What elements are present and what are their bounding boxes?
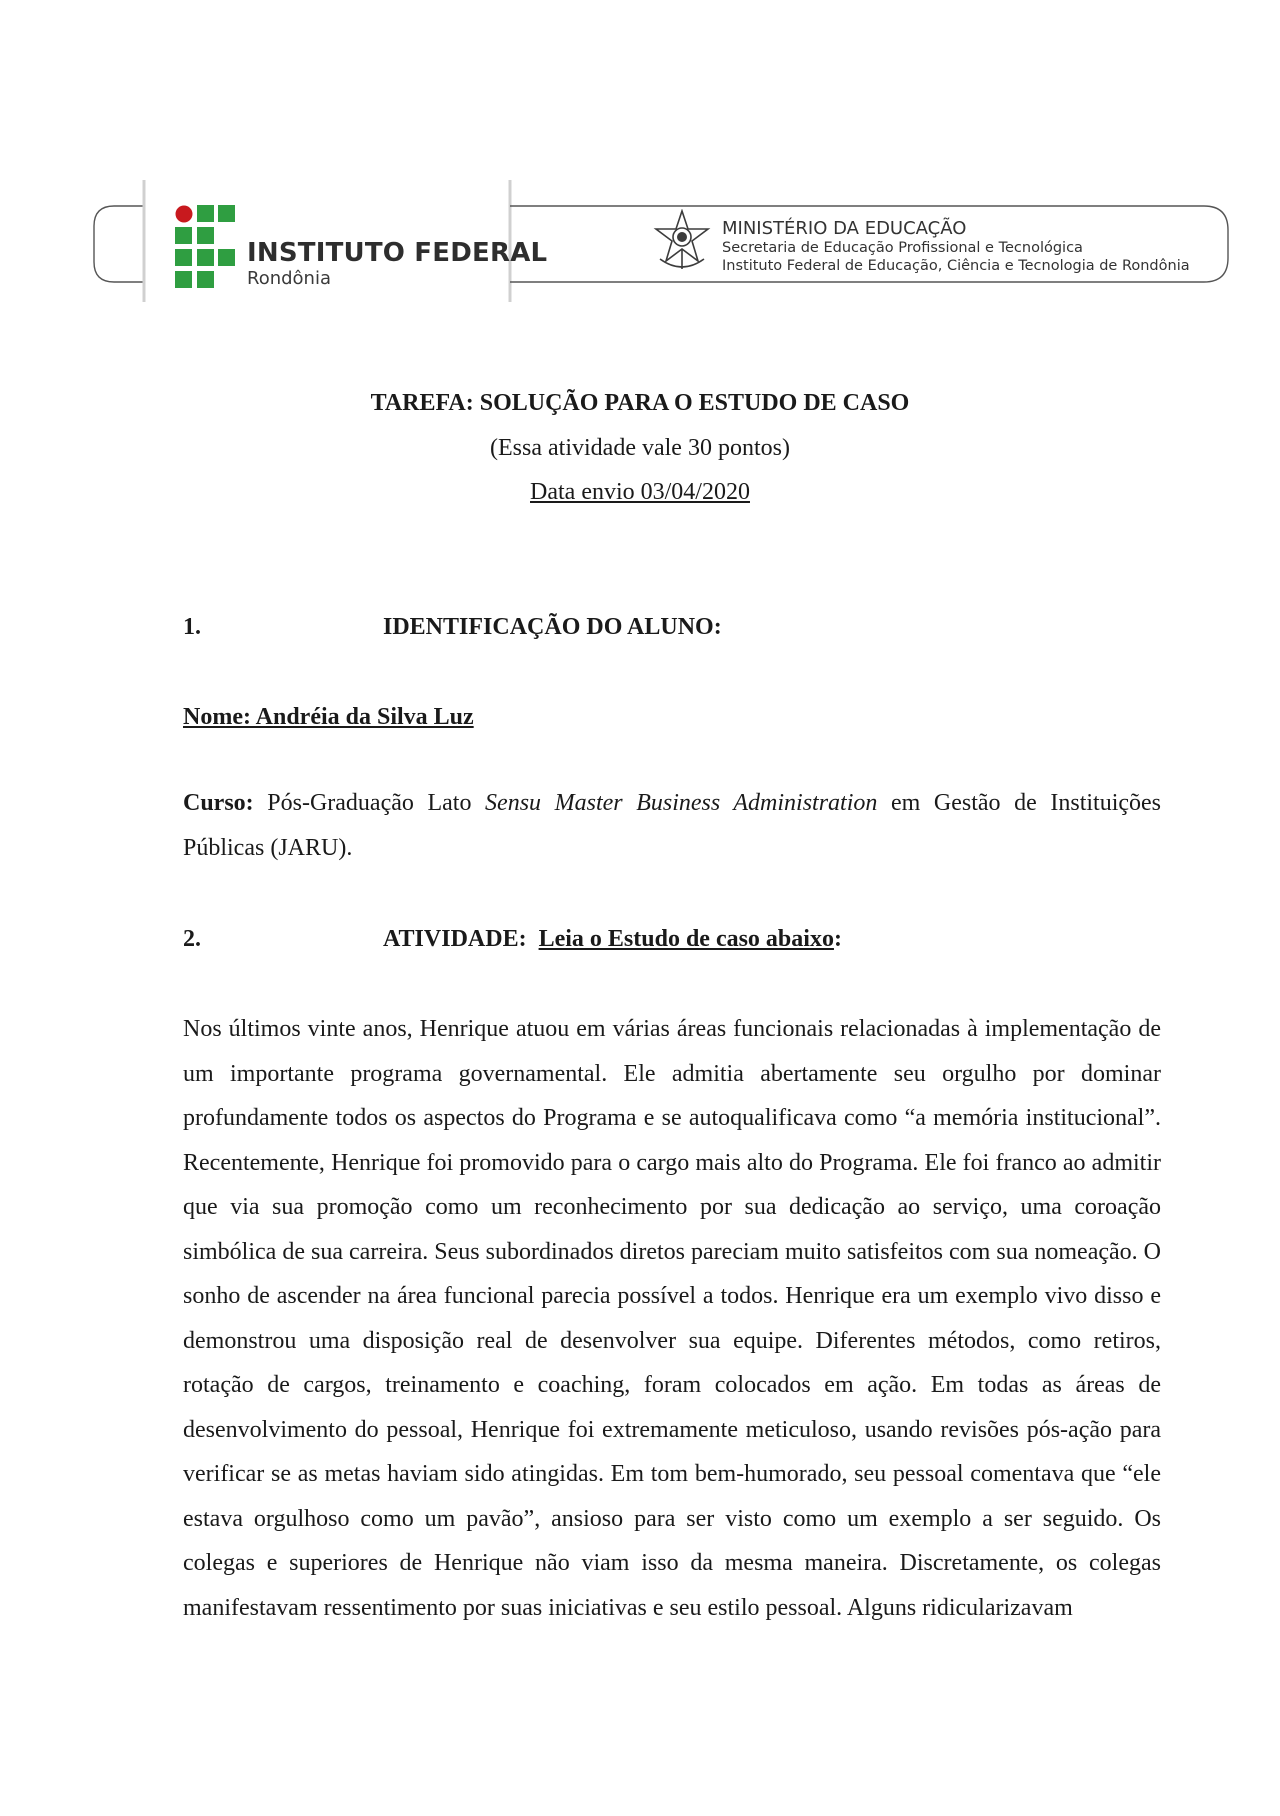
course-label: Curso: (183, 790, 254, 816)
section2-title-colon: : (833, 926, 842, 952)
section2-title-link: Leia o Estudo de caso abaixo (538, 926, 834, 952)
if-logo-icon (175, 205, 245, 289)
section1-number: 1. (183, 614, 201, 640)
task-date-wrap (0, 479, 1280, 506)
section1-title: IDENTIFICAÇÃO DO ALUNO: (383, 614, 722, 640)
ministry-block (722, 218, 1190, 275)
ministry-institute: Instituto Federal de Educação, Ciência e Tecnologia de Rondônia (722, 257, 1190, 274)
institute-wordmark (247, 240, 547, 288)
ministry-title: MINISTÉRIO DA EDUCAÇÃO (722, 218, 967, 239)
page-header (92, 180, 1232, 302)
task-subtitle: (Essa atividade vale 30 pontos) (490, 435, 790, 461)
course-text-a: Pós-Graduação Lato (253, 790, 486, 816)
student-name-line (183, 695, 1161, 740)
task-title: TAREFA: SOLUÇÃO PARA O ESTUDO DE CASO (370, 390, 910, 416)
ministry-secretariat: Secretaria de Educação Profissional e Tecnológica (722, 239, 1083, 256)
case-study-paragraph: Nos últimos vinte anos, Henrique atuou em várias áreas funcionais relacionadas à implementação de um importante programa governamental. Ele admitia abertamente seu orgulho por dominar profundamente todos os aspectos do Programa e se autoqualificava como “a memória institucional”. Recentemente, Henrique foi promovido para o cargo mais alto do Programa. Ele foi franco ao admitir que via sua promoção como um reconhecimento por sua dedicação ao serviço, uma coroação simbólica de sua carreira. Seus subordinados diretos pareciam muito satisfeitos com sua nomeação. O sonho de ascender na área funcional parecia possível a todos. Henrique era um exemplo vivo disso e demonstrou uma disposição real de desenvolver sua equipe. Diferentes métodos, como retiros, rotação de cargos, treinamento e coaching, foram colocados em ação. Em todas as áreas de desenvolvimento do pessoal, Henrique foi extremamente meticuloso, usando revisões pós-ação para verificar se as metas haviam sido atingidas. Em tom bem-humorado, seu pessoal comentava que “ele estava orgulhoso como um pavão”, ansioso para ser visto como um exemplo a ser seguido. Os colegas e superiores de Henrique não viam isso da mesma maneira. Discretamente, os colegas manifestavam ressentimento por suas iniciativas e seu estilo pessoal. Alguns ridicularizavam (183, 1016, 1161, 1621)
course-text-italic: Sensu Master Business Administration (485, 790, 878, 816)
student-name: Nome: Andréia da Silva Luz (183, 704, 474, 730)
section2-number: 2. (183, 926, 201, 952)
section2-title-line (383, 926, 842, 953)
course-text-b: em Gestão de Instituições Públicas (JARU). (183, 790, 1162, 861)
section2-title: ATIVIDADE: (383, 926, 527, 952)
task-date: Data envio 03/04/2020 (530, 479, 750, 505)
institute-campus: Rondônia (247, 268, 331, 289)
institute-name: INSTITUTO FEDERAL (247, 238, 548, 268)
course-paragraph (183, 781, 1161, 870)
brasao-icon (652, 209, 712, 273)
